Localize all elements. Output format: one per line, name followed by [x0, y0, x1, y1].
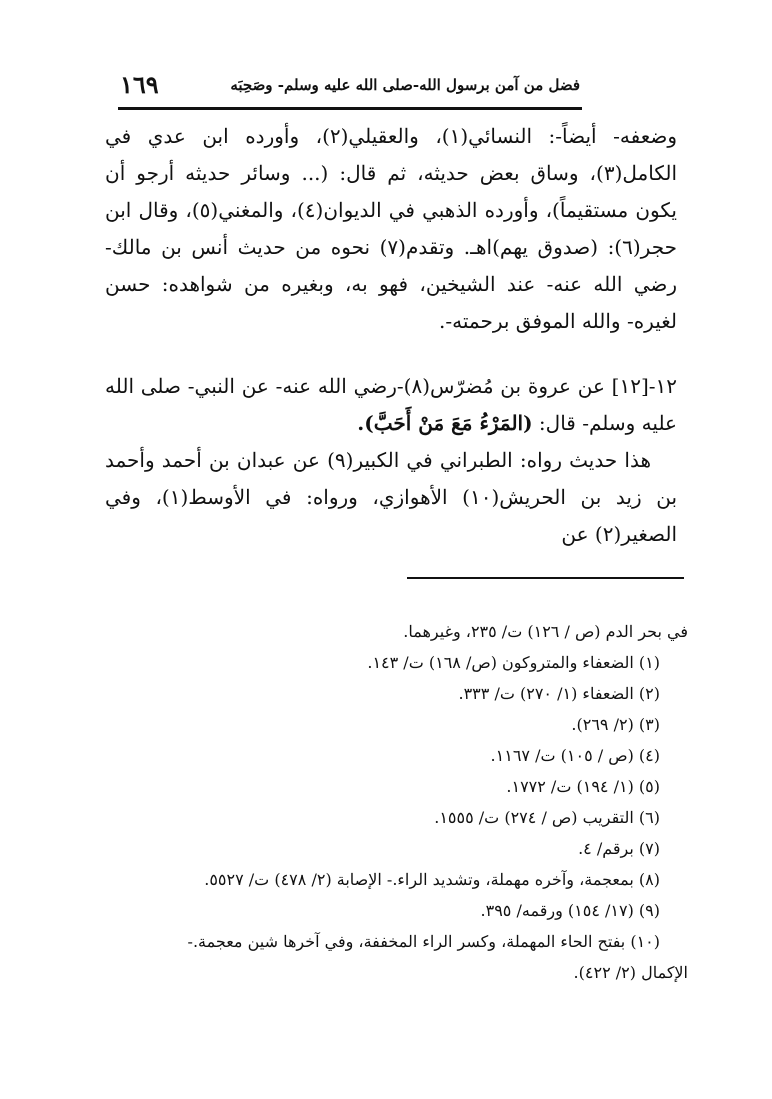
paragraph-3: هذا حديث رواه: الطبراني في الكبير(٩) عن عبدان بن أحمد وأحمد بن زيد بن الحريش(١٠) الأهوازي، ورواه: في الأوسط(١)، وفي الصغير(٢) عن: [105, 448, 678, 546]
page-number: ١٦٩: [120, 70, 159, 99]
footnote-4: (٤) (ص / ١٠٥) ت/ ١١٦٧.: [490, 746, 660, 765]
footnote-10-continuation: الإكمال (٢/ ٤٢٢).: [573, 963, 688, 982]
paragraph-1: وضعفه- أيضاً-: النسائي(١)، والعقيلي(٢)، وأورده ابن عدي في الكامل(٣)، وساق بعض حديثه، ثم قال: (... وسائر حديثه أرجو أن يكون مستقيماً)، وأورده الذهبي في الديوان(٤)، والمغني(٥)، وقال ابن حجر(٦): (صدوق يهم)اهـ. وتقدم(٧) نحوه من حديث أنس بن مالك- رضي الله عنه- عند الشيخين، فهو به، وبغيره من شواهده: حسن لغيره- والله الموفق برحمته-.: [105, 124, 678, 333]
paragraph-hadith-12: [105, 368, 677, 442]
footnote-3: (٣) (٢/ ٢٦٩).: [571, 715, 660, 734]
header-rule: [118, 107, 582, 110]
footnote-7: (٧) برقم/ ٤.: [578, 839, 660, 858]
footnotes: [128, 616, 688, 988]
hadith-text: (المَرْءُ مَعَ مَنْ أَحَبَّ).: [357, 411, 533, 435]
footnote-6: (٦) التقريب (ص / ٢٧٤) ت/ ١٥٥٥.: [434, 808, 660, 827]
footnote-1: (١) الضعفاء والمتروكون (ص/ ١٦٨) ت/ ١٤٣.: [367, 653, 660, 672]
footnote-8: (٨) بمعجمة، وآخره مهملة، وتشديد الراء.- الإصابة (٢/ ٤٧٨) ت/ ٥٥٢٧.: [204, 870, 660, 889]
footnote-separator: [407, 577, 684, 579]
footnote-5: (٥) (١/ ١٩٤) ت/ ١٧٧٢.: [506, 777, 660, 796]
header-title: فضل من آمن برسول الله-صلى الله عليه وسلم- وصَحِبَه: [230, 76, 580, 94]
footnote-10: (١٠) بفتح الحاء المهملة، وكسر الراء المخففة، وفي آخرها شين معجمة.-: [187, 932, 660, 951]
footnote-2: (٢) الضعفاء (١/ ٢٧٠) ت/ ٣٣٣.: [458, 684, 660, 703]
running-header: [120, 70, 580, 110]
footnote-continuation: في بحر الدم (ص / ١٢٦) ت/ ٢٣٥، وغيرهما.: [403, 622, 688, 641]
footnote-9: (٩) (١٧/ ١٥٤) ورقمه/ ٣٩٥.: [480, 901, 660, 920]
hadith-intro: ١٢-[١٢] عن عروة بن مُضرّس(٨)-رضي الله عنه- عن النبي- صلى الله عليه وسلم- قال:: [105, 374, 677, 435]
main-text: [105, 118, 677, 553]
